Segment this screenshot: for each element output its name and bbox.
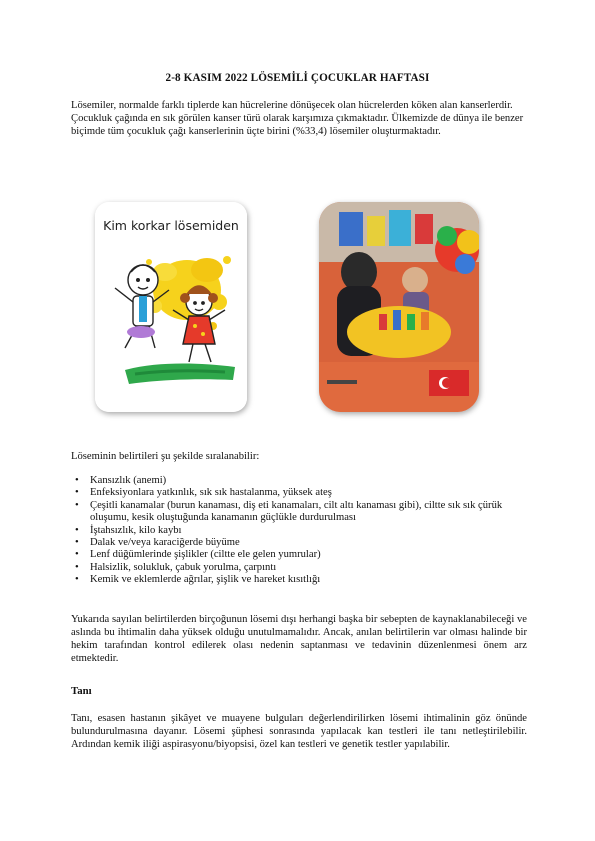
list-item: • İştahsızlık, kilo kaybı	[71, 525, 531, 537]
poster-caption: Kim korkar lösemiden	[103, 218, 239, 233]
activity-photo-illustration	[319, 202, 479, 412]
list-item: • Kansızlık (anemi)	[71, 475, 531, 487]
symptoms-intro: Löseminin belirtileri şu şekilde sıralanabilir:	[71, 451, 260, 462]
diagnosis-paragraph: Tanı, esasen hastanın şikâyet ve muayene bulguları değerlendirilirken lösemi ihtimalinin göz önünde bulundurulmasına dayanır. Lösemi şüphesi sonrasında yapılacak kan testleri ile tanı netleştirilebilir. Ardından kemik iliği aspirasyonu/biyopsisi, özel kan testleri ve genetik testler yapılabilir.	[71, 713, 527, 750]
poster-image	[95, 202, 247, 412]
symptoms-list	[71, 475, 531, 587]
page-title: 2-8 KASIM 2022 LÖSEMİLİ ÇOCUKLAR HAFTASI	[165, 72, 430, 84]
activity-photo	[319, 202, 479, 412]
list-item: • Enfeksiyonlara yatkınlık, sık sık hastalanma, yüksek ateş	[71, 487, 531, 499]
diagnosis-heading: Tanı	[71, 685, 92, 697]
intro-paragraph: Lösemiler, normalde farklı tiplerde kan hücrelerine dönüşecek olan hücrelerden köken alan kanserlerdir. Çocukluk çağında en sık görülen kanser türü olarak karşımıza çıkmaktadır. Ülkemizde de dünya ile benzer biçimde tüm çocukluk çağı kanserlerinin üçte birini (%33,4) lösemiler oluşturmaktadır.	[71, 100, 524, 137]
poster-illustration	[95, 202, 247, 412]
list-item: • Çeşitli kanamalar (burun kanaması, diş eti kanamaları, cilt altı kanaması gibi), ciltte sık sık çürük oluşumu, kesik oluştuğunda kanamanın güçlükle durdurulması	[71, 500, 531, 525]
note-paragraph: Yukarıda sayılan belirtilerden birçoğunun lösemi dışı herhangi başka bir sebepten de kaynaklanabileceği ve aslında bu ihtimalin daha yüksek olduğu unutulmamalıdır. Ancak, anılan belirtilerin var olması halinde bir hekim tarafından kontrol edilerek olası nedenin saptanması ve tedavinin düzenlenmesi önem arz etmektedir.	[71, 614, 527, 664]
list-item: • Lenf düğümlerinde şişlikler (ciltte ele gelen yumrular)	[71, 549, 531, 561]
list-item: • Halsizlik, solukluk, çabuk yorulma, çarpıntı	[71, 562, 531, 574]
list-item: • Kemik ve eklemlerde ağrılar, şişlik ve hareket kısıtlığı	[71, 574, 531, 586]
list-item: • Dalak ve/veya karaciğerde büyüme	[71, 537, 531, 549]
